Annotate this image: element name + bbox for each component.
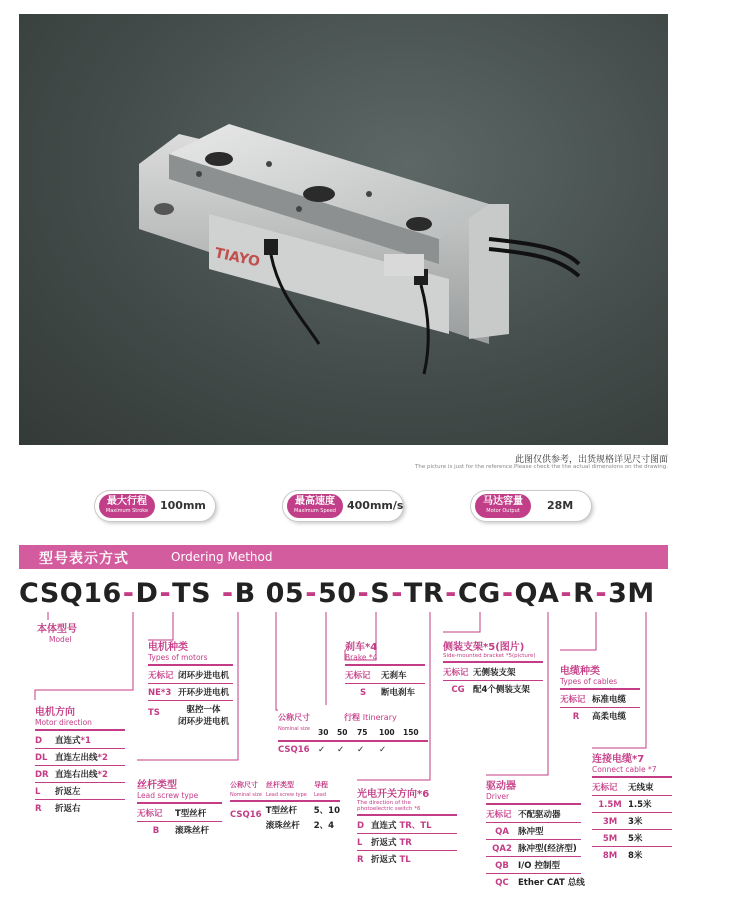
lead-size: CSQ16 bbox=[230, 810, 262, 820]
code-brake: S bbox=[370, 578, 391, 609]
motor-type-group: 电机种类 Types of motors 无标记 闭环步进电机 NE*3 开环步进电机 TS 驱控一体 闭环步进电机 bbox=[148, 638, 233, 727]
motor-dir-row: DL 直连左出线*2 bbox=[35, 753, 108, 763]
code-lead: 05 bbox=[265, 578, 305, 609]
photo-switch-group: 光电开关方向*6 The direction of the photoelectric switch *6 D 直连式 TR、TL L 折返式 TR R 折返式 TL bbox=[357, 785, 457, 865]
brand-logo: TIAYO bbox=[213, 245, 262, 271]
itinerary-table: 公称尺寸 Nominal size 行程 Itinerary 30 50 75 100 150 CSQ16 ✓ ✓ ✓ ✓ bbox=[278, 712, 428, 755]
driver-group: 驱动器 Driver 无标记 不配驱动器 QA 脉冲型 QA2 脉冲型(经济型) QB I/O 控制型 QC Ether CAT 总线 bbox=[486, 781, 585, 888]
code-lead-type: B bbox=[234, 578, 256, 609]
code-motor-dir: D bbox=[135, 578, 159, 609]
code-stroke: 50 bbox=[317, 578, 357, 609]
spec-value: 28M bbox=[547, 499, 574, 512]
photo-caption: 此图仅供参考，出货规格详见尺寸图面 bbox=[514, 455, 668, 465]
spec-value: 100mm bbox=[160, 499, 206, 512]
photo-caption-en: The picture is just for the reference.Please check the the actual dimensions on the drawing. bbox=[415, 464, 668, 470]
spec-badge: 最高速度 Maximum Speed bbox=[287, 494, 343, 518]
spec-value: 400mm/s bbox=[347, 499, 404, 512]
lead-screw-row: B 滚珠丝杆 bbox=[152, 826, 210, 836]
code-bracket: CG bbox=[457, 578, 501, 609]
spec-badge: 马达容量 Motor Output bbox=[475, 494, 531, 518]
motor-direction-group: 电机方向 Motor direction D 直连式*1 DL 直连左出线*2 DR 直连右出线*2 L 折返左 R 折返右 bbox=[35, 703, 125, 814]
ordering-code: CSQ16-D-TS -B 05-50-S-TR-CG-QA-R-3M bbox=[19, 578, 655, 609]
code-cable-type: R bbox=[573, 578, 595, 609]
spec-badge: 最大行程 Maximum Stroke bbox=[99, 494, 155, 518]
motor-dir-row: R 折返右 bbox=[35, 804, 81, 814]
motor-type-row: 无标记 闭环步进电机 bbox=[148, 671, 230, 681]
section-title: 型号表示方式 bbox=[39, 551, 129, 567]
code-motor-type: TS bbox=[172, 578, 212, 609]
code-model: CSQ16 bbox=[19, 578, 122, 609]
lead-screw-group: 丝杆类型 Lead screw type 无标记 T型丝杆 B 滚珠丝杆 bbox=[137, 776, 222, 836]
model-label: 本体型号 Model bbox=[37, 624, 77, 644]
lead-table: 公称尺寸 Nominal size 丝杆类型 Lead screw type 导程 Lead CSQ16 T型丝杆 5、10 滚珠丝杆 2、4 bbox=[230, 781, 340, 831]
motor-dir-row: DR 直连右出线*2 bbox=[35, 770, 108, 780]
motor-dir-row: L 折返左 bbox=[35, 787, 81, 797]
code-switch: TR bbox=[403, 578, 445, 609]
cable-type-group: 电缆种类 Types of cables 无标记 标准电缆 R 高柔电缆 bbox=[560, 662, 640, 722]
side-bracket-group: 侧装支架*5(图片) Side-mounted bracket *5(picture) 无标记 无侧装支架 CG 配4个侧装支架 bbox=[443, 638, 543, 695]
brake-group: 刹车*4 Brake *4 无标记 无刹车 S 断电刹车 bbox=[345, 638, 425, 698]
code-driver: QA bbox=[514, 578, 560, 609]
motor-type-row: TS 驱控一体 闭环步进电机 bbox=[148, 705, 230, 727]
lead-screw-row: 无标记 T型丝杆 bbox=[137, 809, 207, 819]
code-cable: 3M bbox=[608, 578, 655, 609]
motor-type-row: NE*3 开环步进电机 bbox=[148, 688, 230, 698]
connect-cable-group: 连接电缆*7 Connect cable *7 无标记 无线束 1.5M 1.5米 3M 3米 5M 5米 8M 8米 bbox=[592, 750, 672, 861]
section-title-en: Ordering Method bbox=[171, 550, 273, 564]
motor-dir-row: D 直连式*1 bbox=[35, 736, 91, 746]
